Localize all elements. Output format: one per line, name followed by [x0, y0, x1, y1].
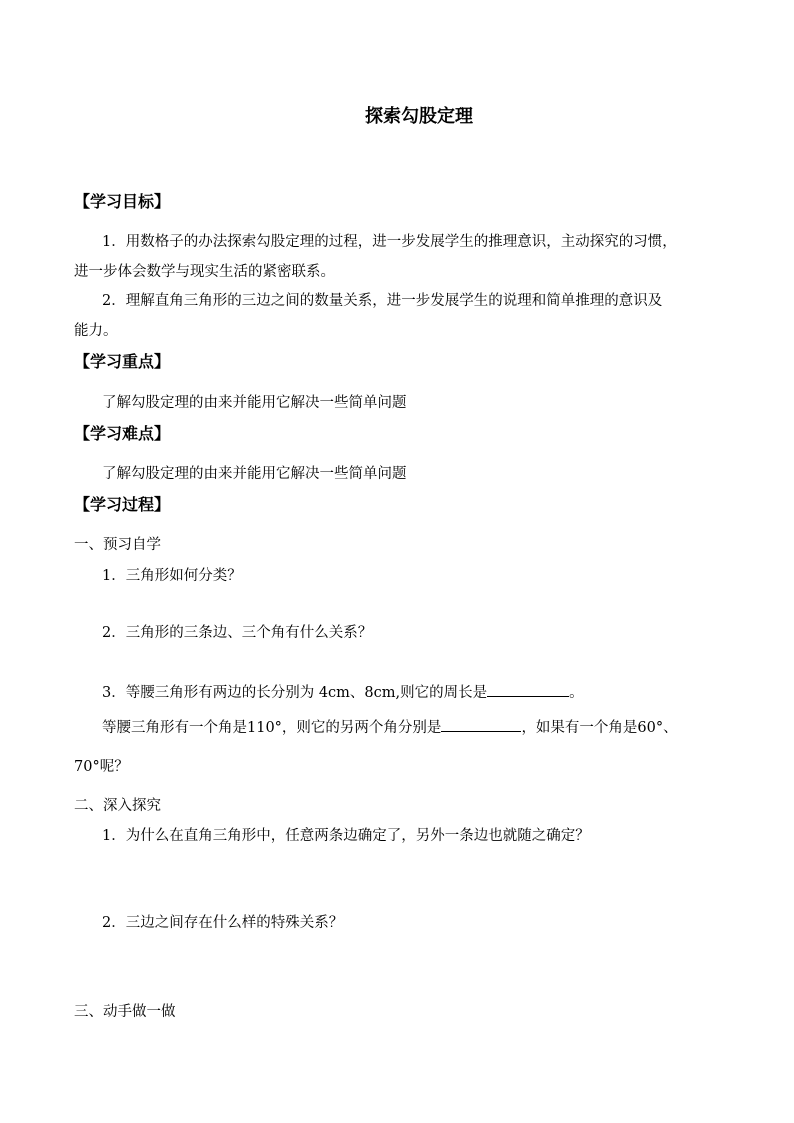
section-1-question-1: 1．三角形如何分类？ — [102, 568, 242, 584]
answer-blank-perimeter[interactable] — [487, 682, 569, 697]
section-1-question-4 — [102, 717, 678, 738]
page-title: 探索勾股定理 — [365, 106, 473, 127]
section-2-question-1: 1．为什么在直角三角形中，任意两条边确定了，另外一条边也就随之确定？ — [102, 828, 590, 844]
section-1-question-3 — [102, 682, 584, 703]
section-1-question-2: 2．三角形的三条边、三个角有什么关系？ — [102, 625, 373, 641]
section-1-question-4-line-2: 70°呢？ — [74, 759, 129, 775]
objective-1-line-2: 进一步体会数学与现实生活的紧密联系。 — [74, 264, 335, 280]
keypoints-text: 了解勾股定理的由来并能用它解决一些简单问题 — [102, 395, 407, 411]
question-4-prefix: 等腰三角形有一个角是110°，则它的另两个角分别是 — [102, 720, 442, 736]
difficulties-heading: 【学习难点】 — [74, 424, 171, 443]
objective-2-line-2: 能力。 — [74, 323, 118, 339]
objective-1-line-1: 1．用数格子的办法探索勾股定理的过程，进一步发展学生的推理意识，主动探究的习惯， — [102, 234, 677, 250]
section-3-title: 三、动手做一做 — [74, 1004, 176, 1020]
section-1-title: 一、预习自学 — [74, 537, 161, 553]
question-3-suffix: 。 — [569, 685, 584, 701]
section-2-question-2: 2．三边之间存在什么样的特殊关系？ — [102, 915, 344, 931]
section-2-title: 二、深入探究 — [74, 798, 161, 814]
objective-2-line-1: 2．理解直角三角形的三边之间的数量关系，进一步发展学生的说理和简单推理的意识及 — [102, 293, 663, 309]
answer-blank-angles[interactable] — [441, 717, 521, 732]
question-4-suffix: ，如果有一个角是60°、 — [521, 720, 678, 736]
difficulties-text: 了解勾股定理的由来并能用它解决一些简单问题 — [102, 466, 407, 482]
question-3-prefix: 3．等腰三角形有两边的长分别为 4cm、8cm,则它的周长是 — [102, 685, 488, 701]
process-heading: 【学习过程】 — [74, 495, 171, 514]
objectives-heading: 【学习目标】 — [74, 192, 171, 211]
keypoints-heading: 【学习重点】 — [74, 352, 171, 371]
